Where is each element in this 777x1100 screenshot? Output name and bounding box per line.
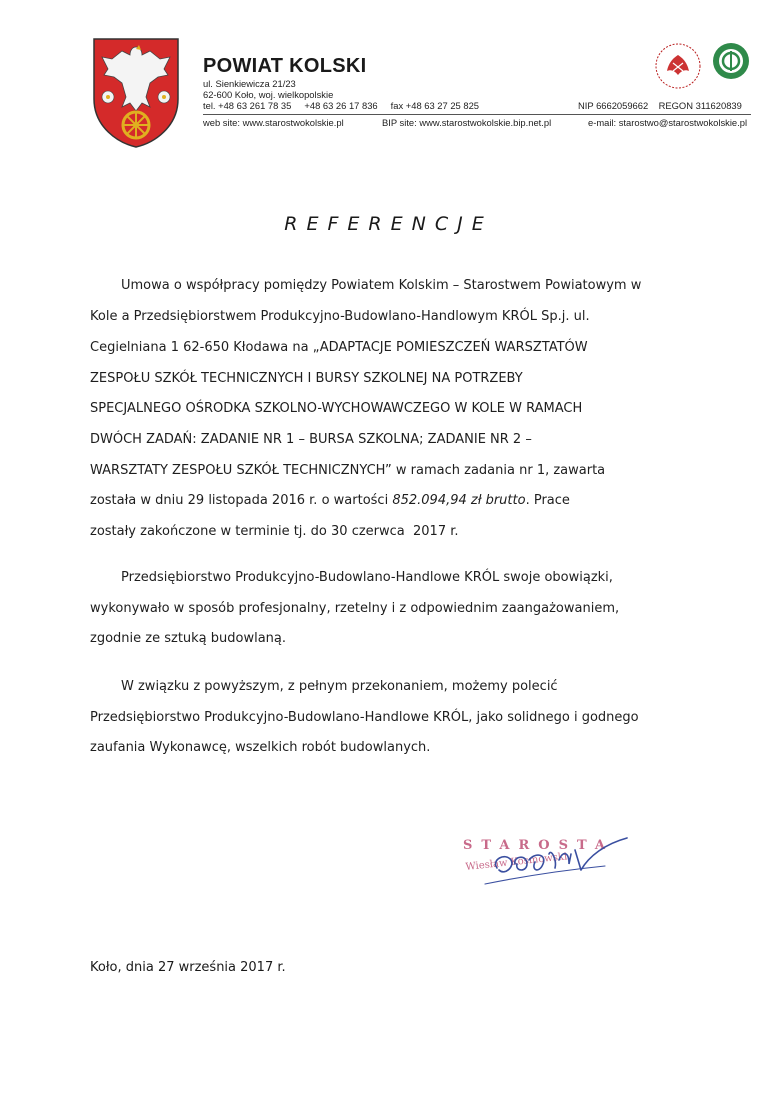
- text-line: zaufania Wykonawcę, wszelkich robót budowlanych.: [90, 740, 431, 755]
- text-line: Przedsiębiorstwo Produkcyjno-Budowlano-Handlowe KRÓL swoje obowiązki,: [121, 570, 613, 585]
- header-divider: [203, 114, 751, 115]
- text-line: zgodnie ze sztuką budowlaną.: [90, 631, 287, 646]
- text-line-with-amount: [90, 486, 570, 517]
- address-line-2: 62-600 Koło, woj. wielkopolskie: [203, 89, 334, 100]
- regional-seal-icon: [711, 41, 751, 81]
- text-line: zostały zakończone w terminie tj. do 30 czerwca 2017 r.: [90, 524, 459, 539]
- signature-icon: [455, 830, 635, 900]
- coat-of-arms-icon: [92, 37, 180, 149]
- text-segment: została w dniu 29 listopada 2016 r. o wartości: [90, 493, 393, 508]
- nip-regon: NIP 6662059662 REGON 311620839: [578, 100, 742, 111]
- office-name: POWIAT KOLSKI: [203, 55, 367, 77]
- text-line: Umowa o współpracy pomiędzy Powiatem Kolskim – Starostwem Powiatowym w: [121, 278, 642, 293]
- text-line: wykonywało w sposób profesjonalny, rzetelny i z odpowiednim zaangażowaniem,: [90, 601, 620, 616]
- text-segment: . Prace: [525, 493, 570, 508]
- text-line: ZESPOŁU SZKÓŁ TECHNICZNYCH I BURSY SZKOLNEJ NA POTRZEBY: [90, 371, 523, 386]
- email-link[interactable]: e-mail: starostwo@starostwokolskie.pl: [588, 117, 748, 128]
- document-title: REFERENCJE: [284, 213, 493, 235]
- text-line: W związku z powyższym, z pełnym przekonaniem, możemy polecić: [121, 679, 558, 694]
- bip-link[interactable]: BIP site: www.starostwokolskie.bip.net.pl: [382, 117, 552, 128]
- text-line: Cegielniana 1 62-650 Kłodawa na „ADAPTACJE POMIESZCZEŃ WARSZTATÓW: [90, 340, 588, 355]
- text-line: DWÓCH ZADAŃ: ZADANIE NR 1 – BURSA SZKOLNA; ZADANIE NR 2 –: [90, 432, 532, 447]
- text-line: Kole a Przedsiębiorstwem Produkcyjno-Budowlano-Handlowym KRÓL Sp.j. ul.: [90, 309, 590, 324]
- text-line: WARSZTATY ZESPOŁU SZKÓŁ TECHNICZNYCH” w ramach zadania nr 1, zawarta: [90, 463, 606, 478]
- text-line: Przedsiębiorstwo Produkcyjno-Budowlano-Handlowe KRÓL, jako solidnego i godnego: [90, 710, 639, 725]
- stamp-title: STAROSTA: [463, 838, 615, 853]
- website-link[interactable]: web site: www.starostwokolskie.pl: [203, 117, 344, 128]
- place-and-date: Koło, dnia 27 września 2017 r.: [90, 960, 286, 975]
- phone-numbers: tel. +48 63 261 78 35 +48 63 26 17 836 fax +48 63 27 25 825: [203, 100, 480, 111]
- address-line-1: ul. Sienkiewicza 21/23: [203, 78, 296, 89]
- contract-amount: 852.094,94 zł brutto: [392, 493, 526, 508]
- stamp-name: Wiesław Kosmowski: [465, 851, 568, 873]
- association-seal-icon: [653, 41, 703, 91]
- text-line: SPECJALNEGO OŚRODKA SZKOLNO-WYCHOWAWCZEGO W KOLE W RAMACH: [90, 401, 583, 416]
